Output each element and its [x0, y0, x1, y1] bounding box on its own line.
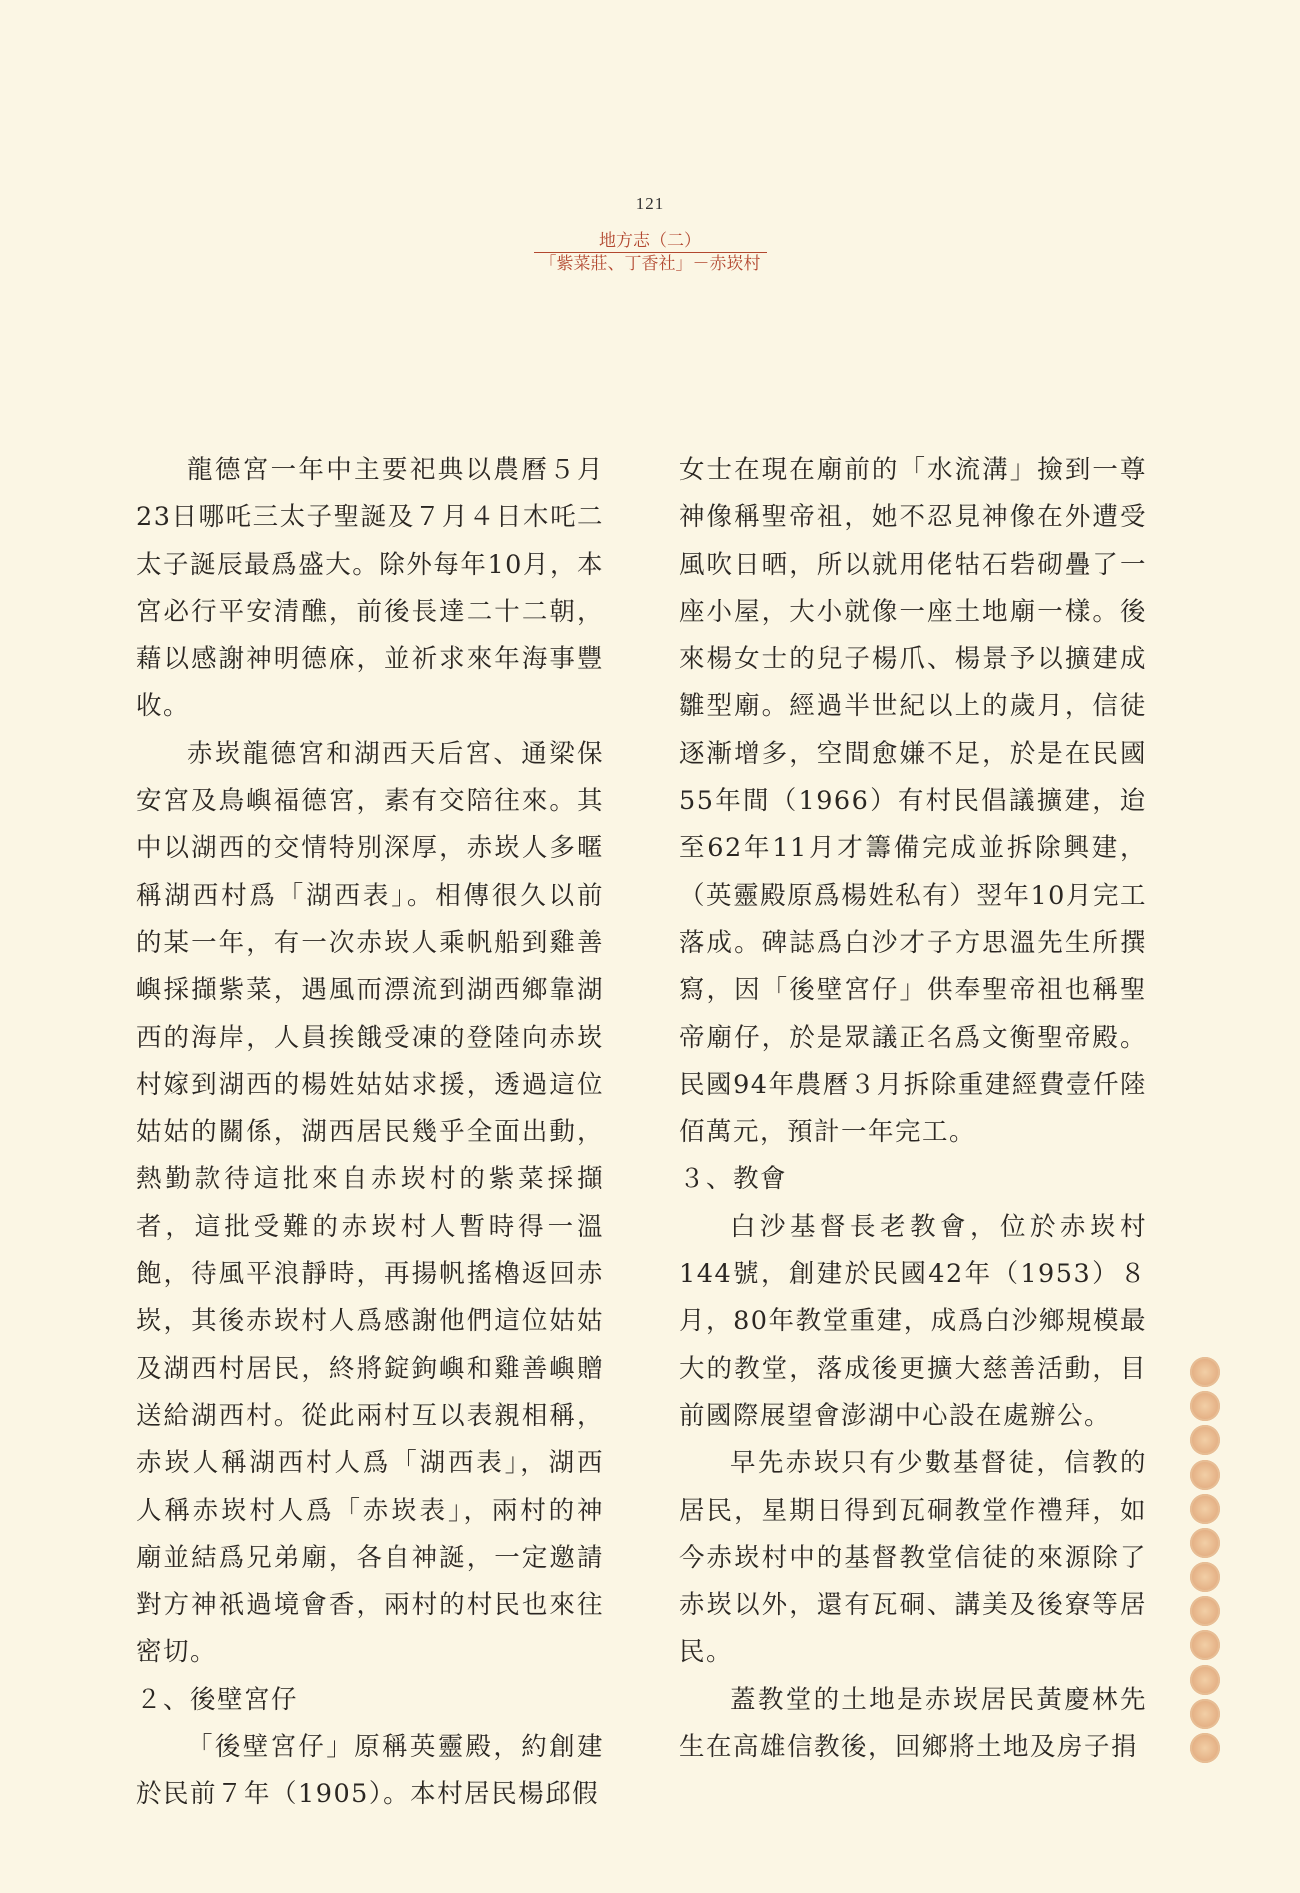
paragraph: 蓋教堂的土地是赤崁居民黃慶林先生在高雄信教後，回鄉將土地及房子捐 [679, 1684, 1147, 1763]
running-header [0, 230, 1300, 275]
ornament-dot-icon [1190, 1733, 1220, 1763]
chapter-title: 「紫菜莊、丁香社」－赤崁村 [534, 252, 767, 275]
left-text-column [136, 447, 604, 1819]
paragraph: 龍德宮一年中主要祀典以農曆５月23日哪吒三太子聖誕及７月４日木吒二太子誕辰最爲盛大。除外每年10月，本宮必行平安清醮，前後長達二十二朝，藉以感謝神明德庥，並祈求來年海事豐收。 [136, 455, 604, 722]
ornament-dot-icon [1190, 1425, 1220, 1455]
paragraph: 女士在現在廟前的「水流溝」撿到一尊神像稱聖帝祖，她不忍見神像在外遭受風吹日晒，所以就用佬牯石砦砌疊了一座小屋，大小就像一座土地廟一樣。後來楊女士的兒子楊爪、楊景予以擴建成雛型廟。經過半世紀以上的歲月，信徒逐漸增多，空間愈嫌不足，於是在民國55年間（1966）有村民倡議擴建，迨至62年11月才籌備完成並拆除興建，（英靈殿原爲楊姓私有）翌年10月完工落成。碑誌爲白沙才子方思溫先生所撰寫，因「後壁宮仔」供奉聖帝祖也稱聖帝廟仔，於是眾議正名爲文衡聖帝殿。民國94年農曆３月拆除重建經費壹仟陸佰萬元，預計一年完工。 [679, 455, 1147, 1148]
section-heading: ３、教會 [679, 1164, 788, 1195]
paragraph: 赤崁龍德宮和湖西天后宮、通梁保安宮及鳥嶼福德宮，素有交陪往來。其中以湖西的交情特別深厚，赤崁人多暱稱湖西村爲「湖西表」。相傳很久以前的某一年，有一次赤崁人乘帆船到雞善嶼採擷紫菜，遇風而漂流到湖西鄉靠湖西的海岸，人員挨餓受凍的登陸向赤崁村嫁到湖西的楊姓姑姑求援，透過這位姑姑的關係，湖西居民幾乎全面出動，熱勤款待這批來自赤崁村的紫菜採擷者，這批受難的赤崁村人暫時得一溫飽，待風平浪靜時，再揚帆搖櫓返回赤崁，其後赤崁村人爲感謝他們這位姑姑及湖西村居民，終將錠鉤嶼和雞善嶼贈送給湖西村。從此兩村互以表親相稱，赤崁人稱湖西村人爲「湖西表」，湖西人稱赤崁村人爲「赤崁表」，兩村的神廟並結爲兄弟廟，各自神誕，一定邀請對方神祇過境會香，兩村的村民也來往密切。 [136, 738, 604, 1668]
paragraph: 白沙基督長老教會，位於赤崁村144號，創建於民國42年（1953）８月，80年教堂重建，成爲白沙鄉規模最大的教堂，落成後更擴大慈善活動，目前國際展望會澎湖中心設在處辦公。 [679, 1211, 1147, 1431]
book-series-title: 地方志（二） [599, 231, 701, 251]
ornament-dot-icon [1190, 1494, 1220, 1524]
ornament-dot-icon [1190, 1460, 1220, 1490]
right-text-column [679, 447, 1147, 1771]
section-heading: ２、後壁宮仔 [136, 1684, 299, 1715]
ornament-dot-icon [1190, 1665, 1220, 1695]
ornament-dot-icon [1190, 1528, 1220, 1558]
paragraph: 早先赤崁只有少數基督徒，信教的居民，星期日得到瓦硐教堂作禮拜，如今赤崁村中的基督教堂信徒的來源除了赤崁以外，還有瓦硐、講美及後寮等居民。 [679, 1448, 1147, 1668]
ornament-dot-icon [1190, 1562, 1220, 1592]
decorative-margin-ornament [1186, 1357, 1224, 1763]
paragraph: 「後壁宮仔」原稱英靈殿，約創建於民前７年（1905）。本村居民楊邱假 [136, 1732, 604, 1810]
ornament-dot-icon [1190, 1357, 1220, 1387]
ornament-dot-icon [1190, 1391, 1220, 1421]
page-number: 121 [635, 194, 665, 213]
ornament-dot-icon [1190, 1699, 1220, 1729]
ornament-dot-icon [1190, 1596, 1220, 1626]
ornament-dot-icon [1190, 1630, 1220, 1660]
